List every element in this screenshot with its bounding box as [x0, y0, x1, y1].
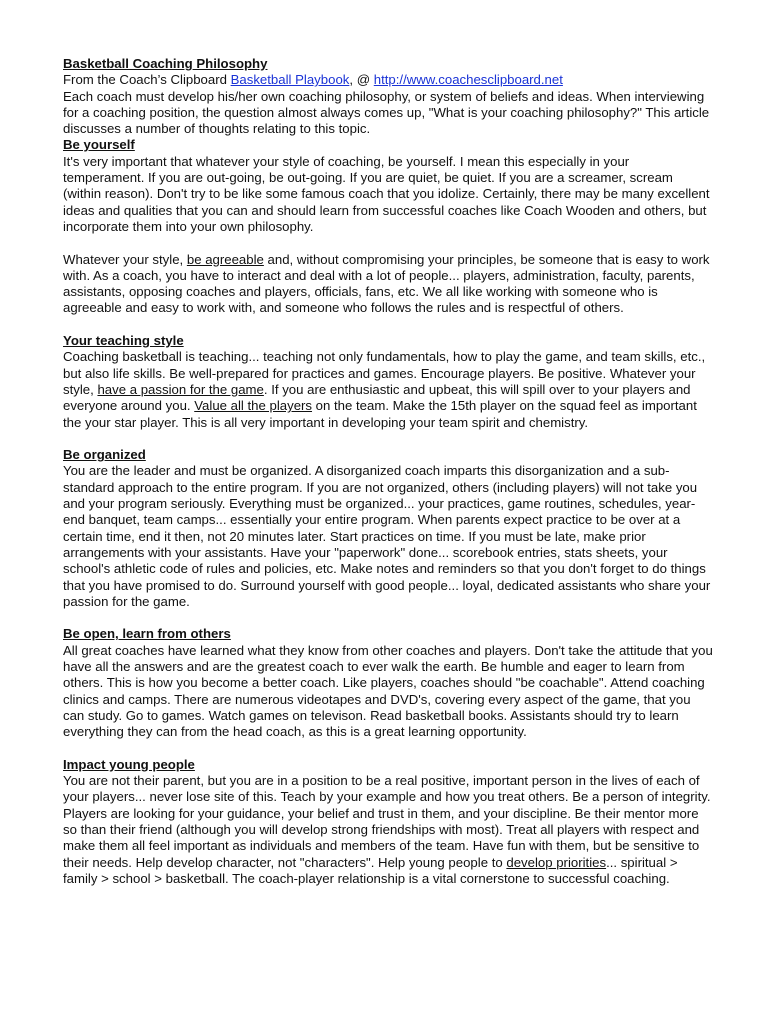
be-open-paragraph: All great coaches have learned what they know from other coaches and players. Don't take the attitude that you have all the answers and are the greatest coach to ever walk the earth. Be humble and eager to learn from others. This is how you become a better coach. Like players, coaches should "be coachable". Attend coaching clinics and camps. There are numerous videotapes and DVD's, covering every aspect of the game, that you can study. Go to games. Watch games on televison. Read basketball books. Assistants should try to learn everything they can from the head coach, as this is a great learning opportunity. [63, 642, 713, 740]
paragraph-spacer [63, 740, 713, 756]
document-page [63, 56, 713, 887]
intro-paragraph: Each coach must develop his/her own coaching philosophy, or system of beliefs and ideas. When interviewing for a coaching position, the question almost always comes up, "What is your coaching philosophy?" This article discusses a number of thoughts relating to this topic. [63, 88, 710, 137]
heading-be-open: Be open, learn from others [63, 626, 231, 642]
playbook-link[interactable]: Basketball Playbook [230, 72, 350, 88]
source-mid: , @ [349, 72, 374, 88]
be-organized-paragraph: You are the leader and must be organized. A disorganized coach imparts this disorganization and a sub-standard approach to the entire program. If you are not organized, others (including players) will not take you and your program seriously. Everything must be organized... your practices, game routines, schedules, year-end banquet, team camps... essentially your entire program. When parents expect practice to be over at a certain time, end it then, not 20 minutes later. Start practices on time. If you must be late, make prior arrangements with your assistants. Have your "paperwork" done... scorebook entries, stats sheets, your school's athletic code of rules and policies, etc. Make notes and reminders so that you don't forget to do things that you have promised to do. Surround yourself with good people... loyal, dedicated assistants who share your passion for the game. [63, 463, 711, 609]
impact-paragraph [63, 773, 713, 887]
source-line [63, 72, 713, 88]
teaching-style-paragraph [63, 349, 713, 430]
text-run: on the team. Make the 15th player on the squad feel as important the your star player. This is all very important in developing your team spirit and chemistry. [63, 398, 697, 430]
heading-be-yourself: Be yourself [63, 137, 135, 153]
be-yourself-paragraph-2 [63, 252, 713, 317]
text-run: and, without compromising your principles, be someone that is easy to work with. As a coach, you have to interact and deal with a lot of people... players, administration, faculty, parents, assistants, opposing coaches and players, officials, fans, etc. We all like working with someone who is agreeable and easy to work with, and someone who follows the rules and is respectful of others. [63, 251, 710, 316]
paragraph-spacer [63, 610, 713, 626]
text-run: . If you are enthusiastic and upbeat, this will spill over to your players and everyone around you. [63, 381, 691, 414]
heading-be-organized: Be organized [63, 447, 146, 463]
emphasis-value-players: Value all the players [194, 398, 313, 414]
paragraph-spacer [63, 235, 713, 251]
text-run: ... spiritual > family > school > basketball. The coach-player relationship is a vital cornerstone to successful coaching. [63, 854, 678, 886]
heading-impact-young-people: Impact young people [63, 756, 195, 772]
be-yourself-paragraph-1: It's very important that whatever your style of coaching, be yourself. I mean this especially in your temperament. If you are out-going, be out-going. If you are quiet, be quiet. If you are a screamer, scream (within reason). Don't try to be like some famous coach that you idolize. Certainly, there may be many excellent ideas and qualities that you can and should learn from successful coaches like Coach Wooden and others, but incorporate them into your own philosophy. [63, 153, 710, 234]
emphasis-passion: have a passion for the game [97, 381, 264, 397]
emphasis-develop-priorities: develop priorities [506, 854, 607, 870]
emphasis-be-agreeable: be agreeable [186, 251, 264, 267]
text-run: Coaching basketball is teaching... teaching not only fundamentals, how to play the game, and team skills, etc., but also life skills. Be well-prepared for practices and games. Encourage players. Be positive. Whatever your style, [63, 349, 706, 397]
paragraph-spacer [63, 317, 713, 333]
text-run: You are not their parent, but you are in a position to be a real positive, important person in the lives of each of your players... never lose site of this. Teach by your example and how you treat others. Be a person of integrity. Players are looking for your guidance, your belief and trust in them, and your discipline. Be their mentor more so than their friend (although you will develop strong friendships with most). Treat all players with respect and make them all feel important as individuals and members of the team. Have fun with them, but be sensitive to their needs. Help develop character, not "characters". Help young people to [63, 773, 711, 870]
heading-teaching-style: Your teaching style [63, 333, 184, 349]
source-prefix: From the Coach’s Clipboard [63, 72, 231, 88]
paragraph-spacer [63, 431, 713, 447]
website-link[interactable]: http://www.coachesclipboard.net [373, 72, 563, 88]
doc-title: Basketball Coaching Philosophy [63, 56, 268, 71]
text-run: Whatever your style, [63, 251, 187, 267]
